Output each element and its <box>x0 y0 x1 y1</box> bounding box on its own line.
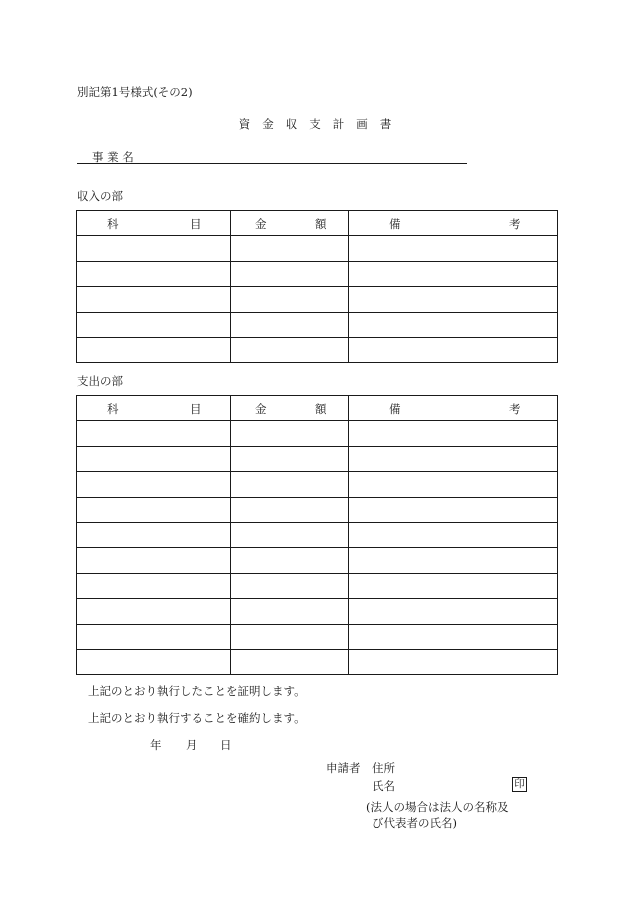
item-cell[interactable] <box>77 573 231 598</box>
income-table <box>76 210 558 363</box>
corporate-note-line-2: び代表者の氏名) <box>372 816 457 830</box>
table-row <box>77 472 558 497</box>
name-label: 氏名 <box>372 779 395 793</box>
remarks-cell[interactable] <box>349 472 558 497</box>
item-cell[interactable] <box>77 522 231 547</box>
item-cell[interactable] <box>77 421 231 446</box>
amount-cell[interactable] <box>231 599 349 624</box>
column-header-item <box>77 211 231 236</box>
header-char: 目 <box>190 402 202 416</box>
header-char: 科 <box>107 217 119 231</box>
remarks-cell[interactable] <box>349 599 558 624</box>
item-cell[interactable] <box>77 649 231 674</box>
title-char: 支 <box>309 117 321 131</box>
amount-cell[interactable] <box>231 649 349 674</box>
expense-header-row <box>77 396 558 421</box>
column-header-remarks <box>349 211 558 236</box>
item-cell[interactable] <box>77 472 231 497</box>
table-row <box>77 573 558 598</box>
remarks-cell[interactable] <box>349 261 558 286</box>
amount-cell[interactable] <box>231 287 349 312</box>
title-char: 収 <box>285 117 298 131</box>
table-row <box>77 287 558 312</box>
remarks-cell[interactable] <box>349 497 558 522</box>
table-row <box>77 599 558 624</box>
table-row <box>77 446 558 471</box>
form-number: 別記第1号様式(その2) <box>77 85 193 99</box>
item-cell[interactable] <box>77 287 231 312</box>
header-char: 科 <box>107 402 119 416</box>
amount-cell[interactable] <box>231 548 349 573</box>
header-char: 額 <box>315 217 327 231</box>
header-char: 考 <box>509 217 521 231</box>
item-cell[interactable] <box>77 337 231 362</box>
amount-cell[interactable] <box>231 421 349 446</box>
header-char: 金 <box>255 402 267 416</box>
amount-cell[interactable] <box>231 236 349 261</box>
header-char: 考 <box>509 402 521 416</box>
date-month-label: 月 <box>186 738 198 752</box>
table-row <box>77 548 558 573</box>
date-year-label: 年 <box>150 738 162 752</box>
table-row <box>77 261 558 286</box>
remarks-cell[interactable] <box>349 522 558 547</box>
income-header-row <box>77 211 558 236</box>
table-row <box>77 312 558 337</box>
address-label: 住所 <box>372 761 395 775</box>
item-cell[interactable] <box>77 312 231 337</box>
remarks-cell[interactable] <box>349 312 558 337</box>
remarks-cell[interactable] <box>349 446 558 471</box>
item-cell[interactable] <box>77 599 231 624</box>
header-char: 備 <box>389 217 401 231</box>
expense-section-heading: 支出の部 <box>77 374 123 388</box>
remarks-cell[interactable] <box>349 573 558 598</box>
item-cell[interactable] <box>77 548 231 573</box>
amount-cell[interactable] <box>231 497 349 522</box>
column-header-remarks <box>349 396 558 421</box>
header-char: 額 <box>315 402 327 416</box>
amount-cell[interactable] <box>231 522 349 547</box>
document-title <box>0 117 630 131</box>
header-char: 目 <box>190 217 202 231</box>
title-char: 金 <box>262 117 274 131</box>
applicant-label: 申請者 <box>326 761 361 775</box>
corporate-note-line-1: (法人の場合は法人の名称及 <box>366 800 509 814</box>
column-header-amount <box>231 211 349 236</box>
table-row <box>77 649 558 674</box>
table-row <box>77 522 558 547</box>
remarks-cell[interactable] <box>349 236 558 261</box>
column-header-amount <box>231 396 349 421</box>
remarks-cell[interactable] <box>349 421 558 446</box>
amount-cell[interactable] <box>231 472 349 497</box>
amount-cell[interactable] <box>231 337 349 362</box>
title-char: 書 <box>379 117 392 131</box>
remarks-cell[interactable] <box>349 649 558 674</box>
expense-table <box>76 395 558 675</box>
project-name-field[interactable] <box>77 163 467 164</box>
amount-cell[interactable] <box>231 312 349 337</box>
income-section-heading: 収入の部 <box>77 189 123 203</box>
amount-cell[interactable] <box>231 573 349 598</box>
title-char: 画 <box>356 117 368 131</box>
table-row <box>77 624 558 649</box>
certification-will-execute: 上記のとおり執行することを確約します。 <box>88 711 306 725</box>
item-cell[interactable] <box>77 497 231 522</box>
table-row <box>77 497 558 522</box>
header-char: 備 <box>389 402 401 416</box>
table-row <box>77 421 558 446</box>
item-cell[interactable] <box>77 624 231 649</box>
date-day-label: 日 <box>220 738 232 752</box>
amount-cell[interactable] <box>231 624 349 649</box>
header-char: 金 <box>255 217 267 231</box>
item-cell[interactable] <box>77 236 231 261</box>
amount-cell[interactable] <box>231 261 349 286</box>
table-row <box>77 236 558 261</box>
remarks-cell[interactable] <box>349 337 558 362</box>
project-name-label: 事 業 名 <box>92 150 134 164</box>
table-row <box>77 337 558 362</box>
title-char: 計 <box>332 117 345 131</box>
item-cell[interactable] <box>77 261 231 286</box>
column-header-item <box>77 396 231 421</box>
amount-cell[interactable] <box>231 446 349 471</box>
remarks-cell[interactable] <box>349 287 558 312</box>
item-cell[interactable] <box>77 446 231 471</box>
remarks-cell[interactable] <box>349 548 558 573</box>
certification-executed: 上記のとおり執行したことを証明します。 <box>88 684 306 698</box>
remarks-cell[interactable] <box>349 624 558 649</box>
title-char: 資 <box>238 117 251 131</box>
seal-mark: 印 <box>512 777 527 792</box>
